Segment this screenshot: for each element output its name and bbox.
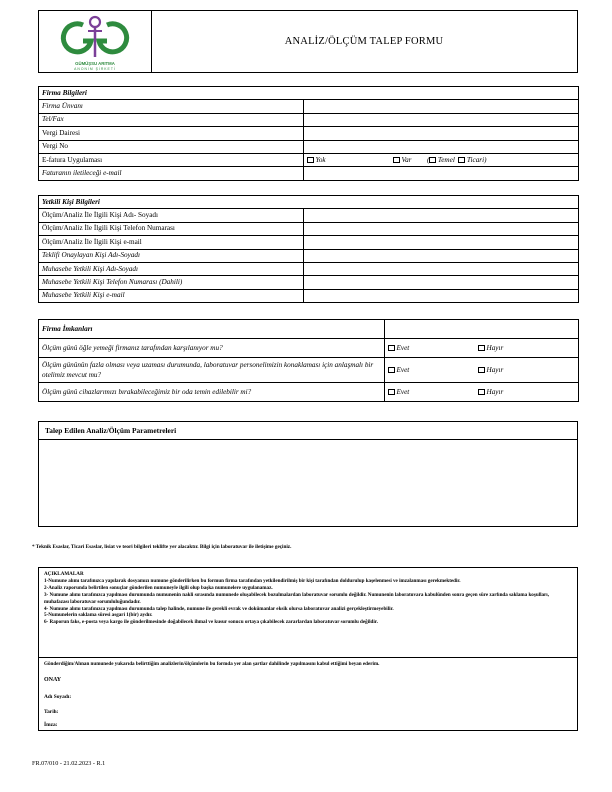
no-option[interactable]: Hayır xyxy=(478,366,503,374)
checkbox-icon[interactable] xyxy=(458,157,465,164)
facilities-question: Ölçüm gününün fazla olması veya uzaması durumunda, laboratuvar personelimizin konaklaması için anlaşmalı bir otelimiz mevcut mu? xyxy=(39,358,385,383)
form-header xyxy=(38,10,578,73)
company-logo-icon xyxy=(39,11,151,61)
signature-name-label[interactable]: Adı Soyadı: xyxy=(44,694,72,700)
efatura-ticari-option[interactable]: Ticari xyxy=(458,156,484,164)
facilities-answer xyxy=(385,358,579,383)
efatura-options: Yok Var ( Temel Ticari) xyxy=(304,153,579,166)
checkbox-icon[interactable] xyxy=(393,157,400,164)
tel-fax-field[interactable] xyxy=(304,113,579,126)
firm-row-label: Faturanın iletileceği e-mail xyxy=(39,167,304,180)
facilities-question: Ölçüm günü cihazlarımızı bırakabileceğimiz bir oda temin edilebilir mi? xyxy=(39,383,385,402)
technical-note: * Teknik Esaslar, Ticari Esaslar, lisiat ve teori bilgileri teklifte yer alacaktır. Bilgi için laboratuvar ile iletişime geçiniz. xyxy=(32,544,292,550)
facilities-table xyxy=(38,319,579,402)
authorized-row-label: Muhasebe Yetkili Kişi e-mail xyxy=(39,289,304,302)
authorized-row-label: Teklifi Onaylayan Kişi Adı-Soyadı xyxy=(39,249,304,262)
contact-phone-field[interactable] xyxy=(304,222,579,235)
no-option[interactable]: Hayır xyxy=(478,388,503,396)
authorized-row-label: Muhasebe Yetkili Kişi Adı-Soyadı xyxy=(39,262,304,275)
requested-parameters-title: Talep Edilen Analiz/Ölçüm Parametreleri xyxy=(39,422,577,440)
divider xyxy=(39,657,577,658)
document-code: FR.07/010 - 21.02.2023 - R.1 xyxy=(32,760,106,767)
facilities-answer xyxy=(385,383,579,402)
checkbox-icon[interactable] xyxy=(307,157,314,164)
accounting-name-field[interactable] xyxy=(304,262,579,275)
checkbox-icon[interactable] xyxy=(388,367,395,374)
explanations-box xyxy=(38,567,578,731)
logo-text: GÜMÜŞSU ARITMA xyxy=(75,61,115,66)
explanation-item: 3- Numune alımı tarafınızca yapılması durumunda numunenin nakli sırasında numunede oluşabilecek bozulmalardan laboratuvar sorumlu değildir. Numunenin laboratuvara kabulünden sonra geçen süre zarfında saklama koşulları, muhafazası laboratuvar sorumluluğundadır. xyxy=(44,591,549,605)
explanation-item: 1-Numune alımı tarafınızca yapılarak dosyamızı numune gönderilirken bu formun firma tarafından yetkilendirilmiş bir kişi tarafından doldurulup kaşelenmesi ve imzalanması gerekmektedir. xyxy=(44,577,461,584)
firm-info-table xyxy=(38,86,579,181)
explanation-item: 2-Analiz raporunda belirtilen sonuçlar gönderilen numuneyle ilgili olup başka numunelere uygulanamaz. xyxy=(44,584,273,591)
firm-row-label: Vergi No xyxy=(39,140,304,153)
checkbox-icon[interactable] xyxy=(429,157,436,164)
efatura-yes-option[interactable]: Var xyxy=(393,155,427,166)
checkbox-icon[interactable] xyxy=(388,389,395,396)
approver-name-field[interactable] xyxy=(304,249,579,262)
form-title: ANALİZ/ÖLÇÜM TALEP FORMU xyxy=(284,36,444,47)
efatura-no-option[interactable]: Yok xyxy=(307,155,393,166)
checkbox-icon[interactable] xyxy=(478,345,485,352)
firm-section-title: Firma Bilgileri xyxy=(39,87,579,100)
signature-sign-label[interactable]: İmza: xyxy=(44,722,58,728)
yes-option[interactable]: Evet xyxy=(388,387,478,398)
explanation-item: 4- Numune alımı tarafınızca yapılması durumunda talep halinde, numune ile gerekli evrak ve dokümanlar eksik olursa laboratuvar analizi gerçekleştirmeyebilir. xyxy=(44,605,394,612)
accounting-email-field[interactable] xyxy=(304,289,579,302)
tax-office-field[interactable] xyxy=(304,127,579,140)
requested-parameters-box xyxy=(38,421,578,527)
requested-parameters-field[interactable] xyxy=(39,440,577,526)
facilities-answer xyxy=(385,339,579,358)
authorized-row-label: Muhasebe Yetkili Kişi Telefon Numarası (Dahili) xyxy=(39,276,304,289)
efatura-temel-option[interactable]: Temel xyxy=(429,156,454,164)
accounting-phone-field[interactable] xyxy=(304,276,579,289)
facilities-section-title: Firma İmkanları xyxy=(39,320,385,339)
authorized-row-label: Ölçüm/Analiz İle İlgili Kişi e-mail xyxy=(39,236,304,249)
authorized-person-table xyxy=(38,195,579,303)
no-option[interactable]: Hayır xyxy=(478,344,503,352)
firm-row-label: E-fatura Uygulaması xyxy=(39,153,304,166)
acceptance-statement: Gönderdiğim/Alınan numunede yukarıda belirttiğim analizlerin/ölçümlerin bu formda yer alan şartlar dahilinde yapılmasını kabul ettiğimi beyan ederim. xyxy=(44,661,380,667)
yes-option[interactable]: Evet xyxy=(388,365,478,376)
checkbox-icon[interactable] xyxy=(478,389,485,396)
contact-email-field[interactable] xyxy=(304,236,579,249)
signature-date-label[interactable]: Tarih: xyxy=(44,709,59,715)
explanation-item: 6- Raporun faks, e-posta veya kargo ile gönderilmesinde doğabilecek ihmal ve kusur sonucu ortaya çıkabilecek zararlardan laboratuvar sorumlu değildir. xyxy=(44,619,378,626)
firm-name-field[interactable] xyxy=(304,100,579,113)
checkbox-icon[interactable] xyxy=(388,345,395,352)
tax-number-field[interactable] xyxy=(304,140,579,153)
authorized-row-label: Ölçüm/Analiz İle İlgili Kişi Adı- Soyadı xyxy=(39,209,304,222)
logo-cell xyxy=(39,11,152,72)
invoice-email-field[interactable] xyxy=(304,167,579,180)
firm-row-label: Tel/Fax xyxy=(39,113,304,126)
explanations-block xyxy=(44,571,572,626)
authorized-section-title: Yetkili Kişi Bilgileri xyxy=(39,196,579,209)
contact-name-field[interactable] xyxy=(304,209,579,222)
approval-heading: ONAY xyxy=(44,677,62,683)
explanation-item: 5-Numunelerin saklama süresi asgari 1(bir) aydır. xyxy=(44,612,153,619)
facilities-question: Ölçüm günü öğle yemeği firmanız tarafından karşılanıyor mu? xyxy=(39,339,385,358)
firm-row-label: Vergi Dairesi xyxy=(39,127,304,140)
checkbox-icon[interactable] xyxy=(478,367,485,374)
explanations-title: AÇIKLAMALAR xyxy=(44,571,84,577)
firm-row-label: Firma Ünvanı xyxy=(39,100,304,113)
yes-option[interactable]: Evet xyxy=(388,343,478,354)
authorized-row-label: Ölçüm/Analiz İle İlgili Kişi Telefon Numarası xyxy=(39,222,304,235)
logo-subtext: ANONİM ŞİRKETİ xyxy=(74,67,116,71)
